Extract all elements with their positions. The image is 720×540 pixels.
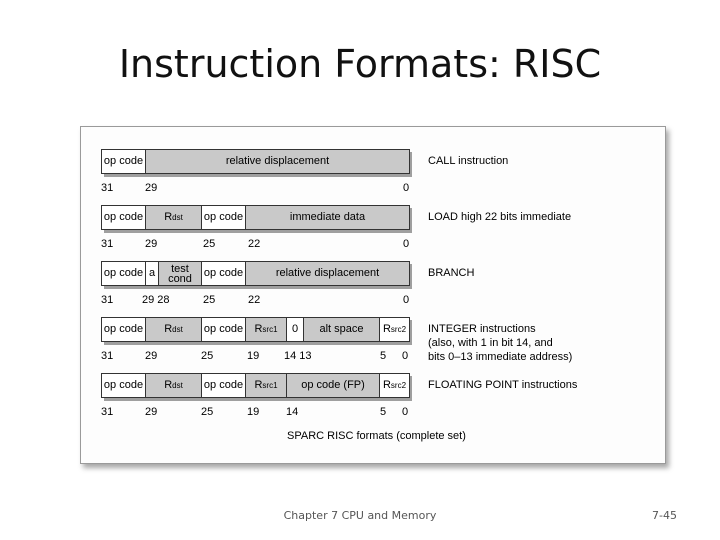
field-label: R [164, 323, 173, 335]
format-field [379, 373, 410, 398]
format-description-line: LOAD high 22 bits immediate [428, 211, 572, 223]
format-description [428, 210, 571, 224]
field-label: R [382, 323, 391, 335]
format-field [201, 317, 246, 342]
footer-page-number: 7-45 [652, 509, 677, 522]
field-subscript: src1 [262, 324, 278, 334]
field-label: op code [103, 211, 144, 223]
slide-title: Instruction Formats: RISC [118, 42, 602, 86]
bit-position-label: 0 [402, 406, 409, 418]
format-description [428, 266, 474, 280]
bit-position-label: 0 [402, 350, 409, 362]
bit-position-label: 19 [247, 406, 260, 418]
format-description-line: INTEGER instructions [428, 323, 536, 335]
format-field [101, 261, 146, 286]
format-description [428, 378, 577, 392]
field-label: relative displacement [225, 155, 330, 167]
footer-chapter: Chapter 7 CPU and Memory [283, 509, 437, 522]
field-label-line2: cond [168, 272, 192, 285]
format-field [245, 317, 287, 342]
bit-position-label: 0 [403, 182, 410, 194]
field-subscript: dst [172, 380, 183, 390]
format-description-line: BRANCH [428, 267, 475, 279]
format-field [145, 317, 202, 342]
field-subscript: src1 [262, 380, 278, 390]
format-description [428, 154, 508, 168]
field-label: R [382, 379, 391, 391]
field-label: immediate data [289, 211, 366, 223]
field-subscript: dst [172, 324, 183, 334]
field-label: a [148, 267, 156, 279]
format-field [101, 317, 146, 342]
format-field [145, 149, 410, 174]
bit-position-label: 5 [380, 406, 387, 418]
field-label: R [164, 211, 173, 223]
bit-position-label: 22 [248, 294, 261, 306]
field-label: op code [203, 211, 244, 223]
field-label: R [254, 379, 263, 391]
bit-position-label: 0 [403, 294, 410, 306]
format-field [286, 373, 380, 398]
bit-position-label: 0 [403, 238, 410, 250]
bit-position-label: 31 [101, 294, 114, 306]
field-label: R [254, 323, 263, 335]
field-label: op code [203, 323, 244, 335]
bit-position-label: 31 [101, 238, 114, 250]
field-subscript: src2 [390, 324, 407, 334]
format-field [201, 261, 246, 286]
field-label: relative displacement [275, 267, 380, 279]
format-field [101, 149, 146, 174]
field-label: op code [103, 267, 144, 279]
bit-position-label: 29 [145, 238, 158, 250]
field-label: 0 [291, 323, 299, 335]
bit-position-label: 29 [145, 182, 158, 194]
bit-position-label: 14 [286, 406, 299, 418]
format-field [101, 205, 146, 230]
sparc-format-figure [80, 126, 666, 464]
bit-position-label: 19 [247, 350, 260, 362]
figure-caption: SPARC RISC formats (complete set) [287, 430, 466, 442]
field-label: test [171, 262, 189, 275]
bit-position-label: 25 [203, 238, 216, 250]
format-field [158, 261, 202, 286]
format-description-line: (also, with 1 in bit 14, and [428, 337, 553, 349]
format-field [303, 317, 380, 342]
bit-position-label: 14 13 [284, 350, 312, 362]
format-field [145, 205, 202, 230]
bit-position-label: 5 [380, 350, 387, 362]
bit-position-label: 29 [145, 350, 158, 362]
format-description [428, 322, 572, 364]
format-field [201, 373, 246, 398]
bit-position-label: 31 [101, 406, 114, 418]
field-label: op code [103, 323, 144, 335]
bit-position-label: 25 [203, 294, 216, 306]
format-field [286, 317, 304, 342]
field-label: alt space [319, 323, 364, 335]
field-label: R [164, 379, 173, 391]
format-field [245, 261, 410, 286]
format-field [145, 261, 159, 286]
format-field [201, 205, 246, 230]
field-label: op code (FP) [301, 379, 365, 391]
field-label: op code [103, 155, 144, 167]
format-field [145, 373, 202, 398]
field-label: op code [203, 379, 244, 391]
format-field [245, 205, 410, 230]
field-subscript: src2 [390, 380, 407, 390]
bit-position-label: 31 [101, 350, 114, 362]
bit-position-label: 31 [101, 182, 114, 194]
format-field [101, 373, 146, 398]
format-field [379, 317, 410, 342]
format-description-line: FLOATING POINT instructions [428, 379, 578, 391]
bit-position-label: 25 [201, 350, 214, 362]
format-description-line: bits 0–13 immediate address) [428, 351, 573, 363]
field-subscript: dst [172, 212, 183, 222]
format-field [245, 373, 287, 398]
bit-position-label: 22 [248, 238, 261, 250]
bit-position-label: 29 28 [142, 294, 170, 306]
bit-position-label: 29 [145, 406, 158, 418]
field-label: op code [103, 379, 144, 391]
bit-position-label: 25 [201, 406, 214, 418]
format-description-line: CALL instruction [428, 155, 509, 167]
field-label: op code [203, 267, 244, 279]
